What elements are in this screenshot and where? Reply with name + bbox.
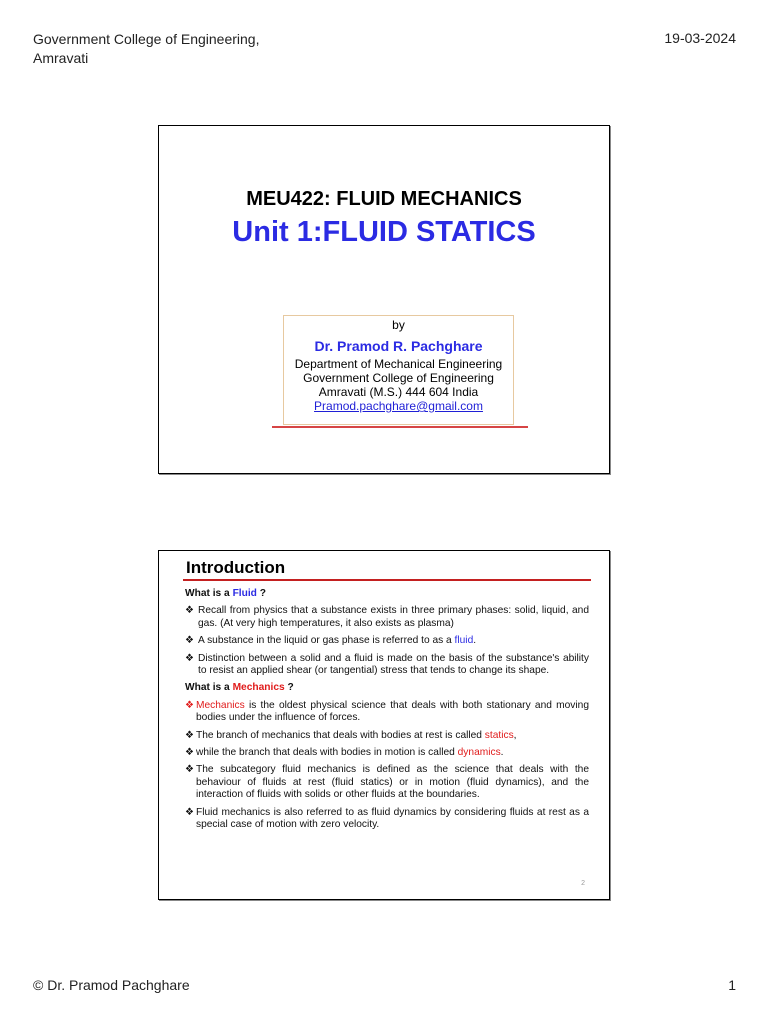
list-item: ❖ Mechanics is the oldest physical science that deals with both stationary and moving bodies under the influence of forces. xyxy=(185,699,589,724)
header-institution xyxy=(33,30,259,68)
author-box xyxy=(283,315,514,425)
course-title: MEU422: FLUID MECHANICS xyxy=(246,188,522,210)
author-name: Dr. Pramod R. Pachghare xyxy=(314,338,483,354)
slide-title: Introduction xyxy=(186,558,286,577)
header-institution-line1: Government College of Engineering, xyxy=(33,31,260,47)
list-item: ❖ The subcategory fluid mechanics is defined as the science that deals with the behaviour of fluids at rest (fluid statics) or in motion (fluid dynamics), and the interaction of fluids with solids or other fluids at the boundaries. xyxy=(185,764,589,801)
bullet-icon: ❖ xyxy=(185,806,195,818)
question-mechanics: What is a Mechanics ? xyxy=(185,682,294,694)
header-date: 19-03-2024 xyxy=(664,30,736,46)
title-slide xyxy=(158,125,610,474)
bullet-icon: ❖ xyxy=(185,764,195,776)
list-item: ❖ while the branch that deals with bodies in motion is called dynamics. xyxy=(185,747,504,759)
bullet-icon: ❖ xyxy=(185,747,195,759)
bullet-icon: ❖ xyxy=(185,652,195,664)
author-email-link[interactable]: Pramod.pachghare@gmail.com xyxy=(314,399,483,413)
introduction-slide xyxy=(158,550,610,900)
slide-page-number: 2 xyxy=(581,880,585,887)
author-college: Government College of Engineering xyxy=(303,371,494,385)
question-fluid: What is a Fluid ? xyxy=(185,588,266,599)
footer-copyright: © Dr. Pramod Pachghare xyxy=(33,977,190,993)
by-label: by xyxy=(392,318,405,332)
list-item: ❖ Recall from physics that a substance exists in three primary phases: solid, liquid, and gas. (At very high temperatures, it also exists as plasma) xyxy=(185,605,589,629)
footer-page-number: 1 xyxy=(728,977,736,993)
title-underline xyxy=(183,579,591,581)
header-institution-line2: Amravati xyxy=(33,50,89,66)
list-item: ❖ Fluid mechanics is also referred to as fluid dynamics by considering fluids at rest as a special case of motion with zero velocity. xyxy=(185,806,589,831)
title-divider xyxy=(272,426,528,428)
bullet-icon: ❖ xyxy=(185,635,195,647)
bullet-icon: ❖ xyxy=(185,729,195,741)
unit-title: Unit 1:FLUID STATICS xyxy=(232,216,536,248)
author-department: Department of Mechanical Engineering xyxy=(294,357,503,371)
bullet-icon: ❖ xyxy=(185,605,195,617)
list-item: ❖ Distinction between a solid and a fluid is made on the basis of the substance's ability to resist an applied shear (or tangential) stress that tends to change its shape. xyxy=(185,652,589,677)
list-item: ❖ A substance in the liquid or gas phase is referred to as a fluid. xyxy=(185,635,477,647)
author-address: Amravati (M.S.) 444 604 India xyxy=(318,385,479,399)
bullet-icon: ❖ xyxy=(185,699,195,711)
slide-body xyxy=(185,588,589,837)
list-item: ❖ The branch of mechanics that deals with bodies at rest is called statics, xyxy=(185,729,517,741)
